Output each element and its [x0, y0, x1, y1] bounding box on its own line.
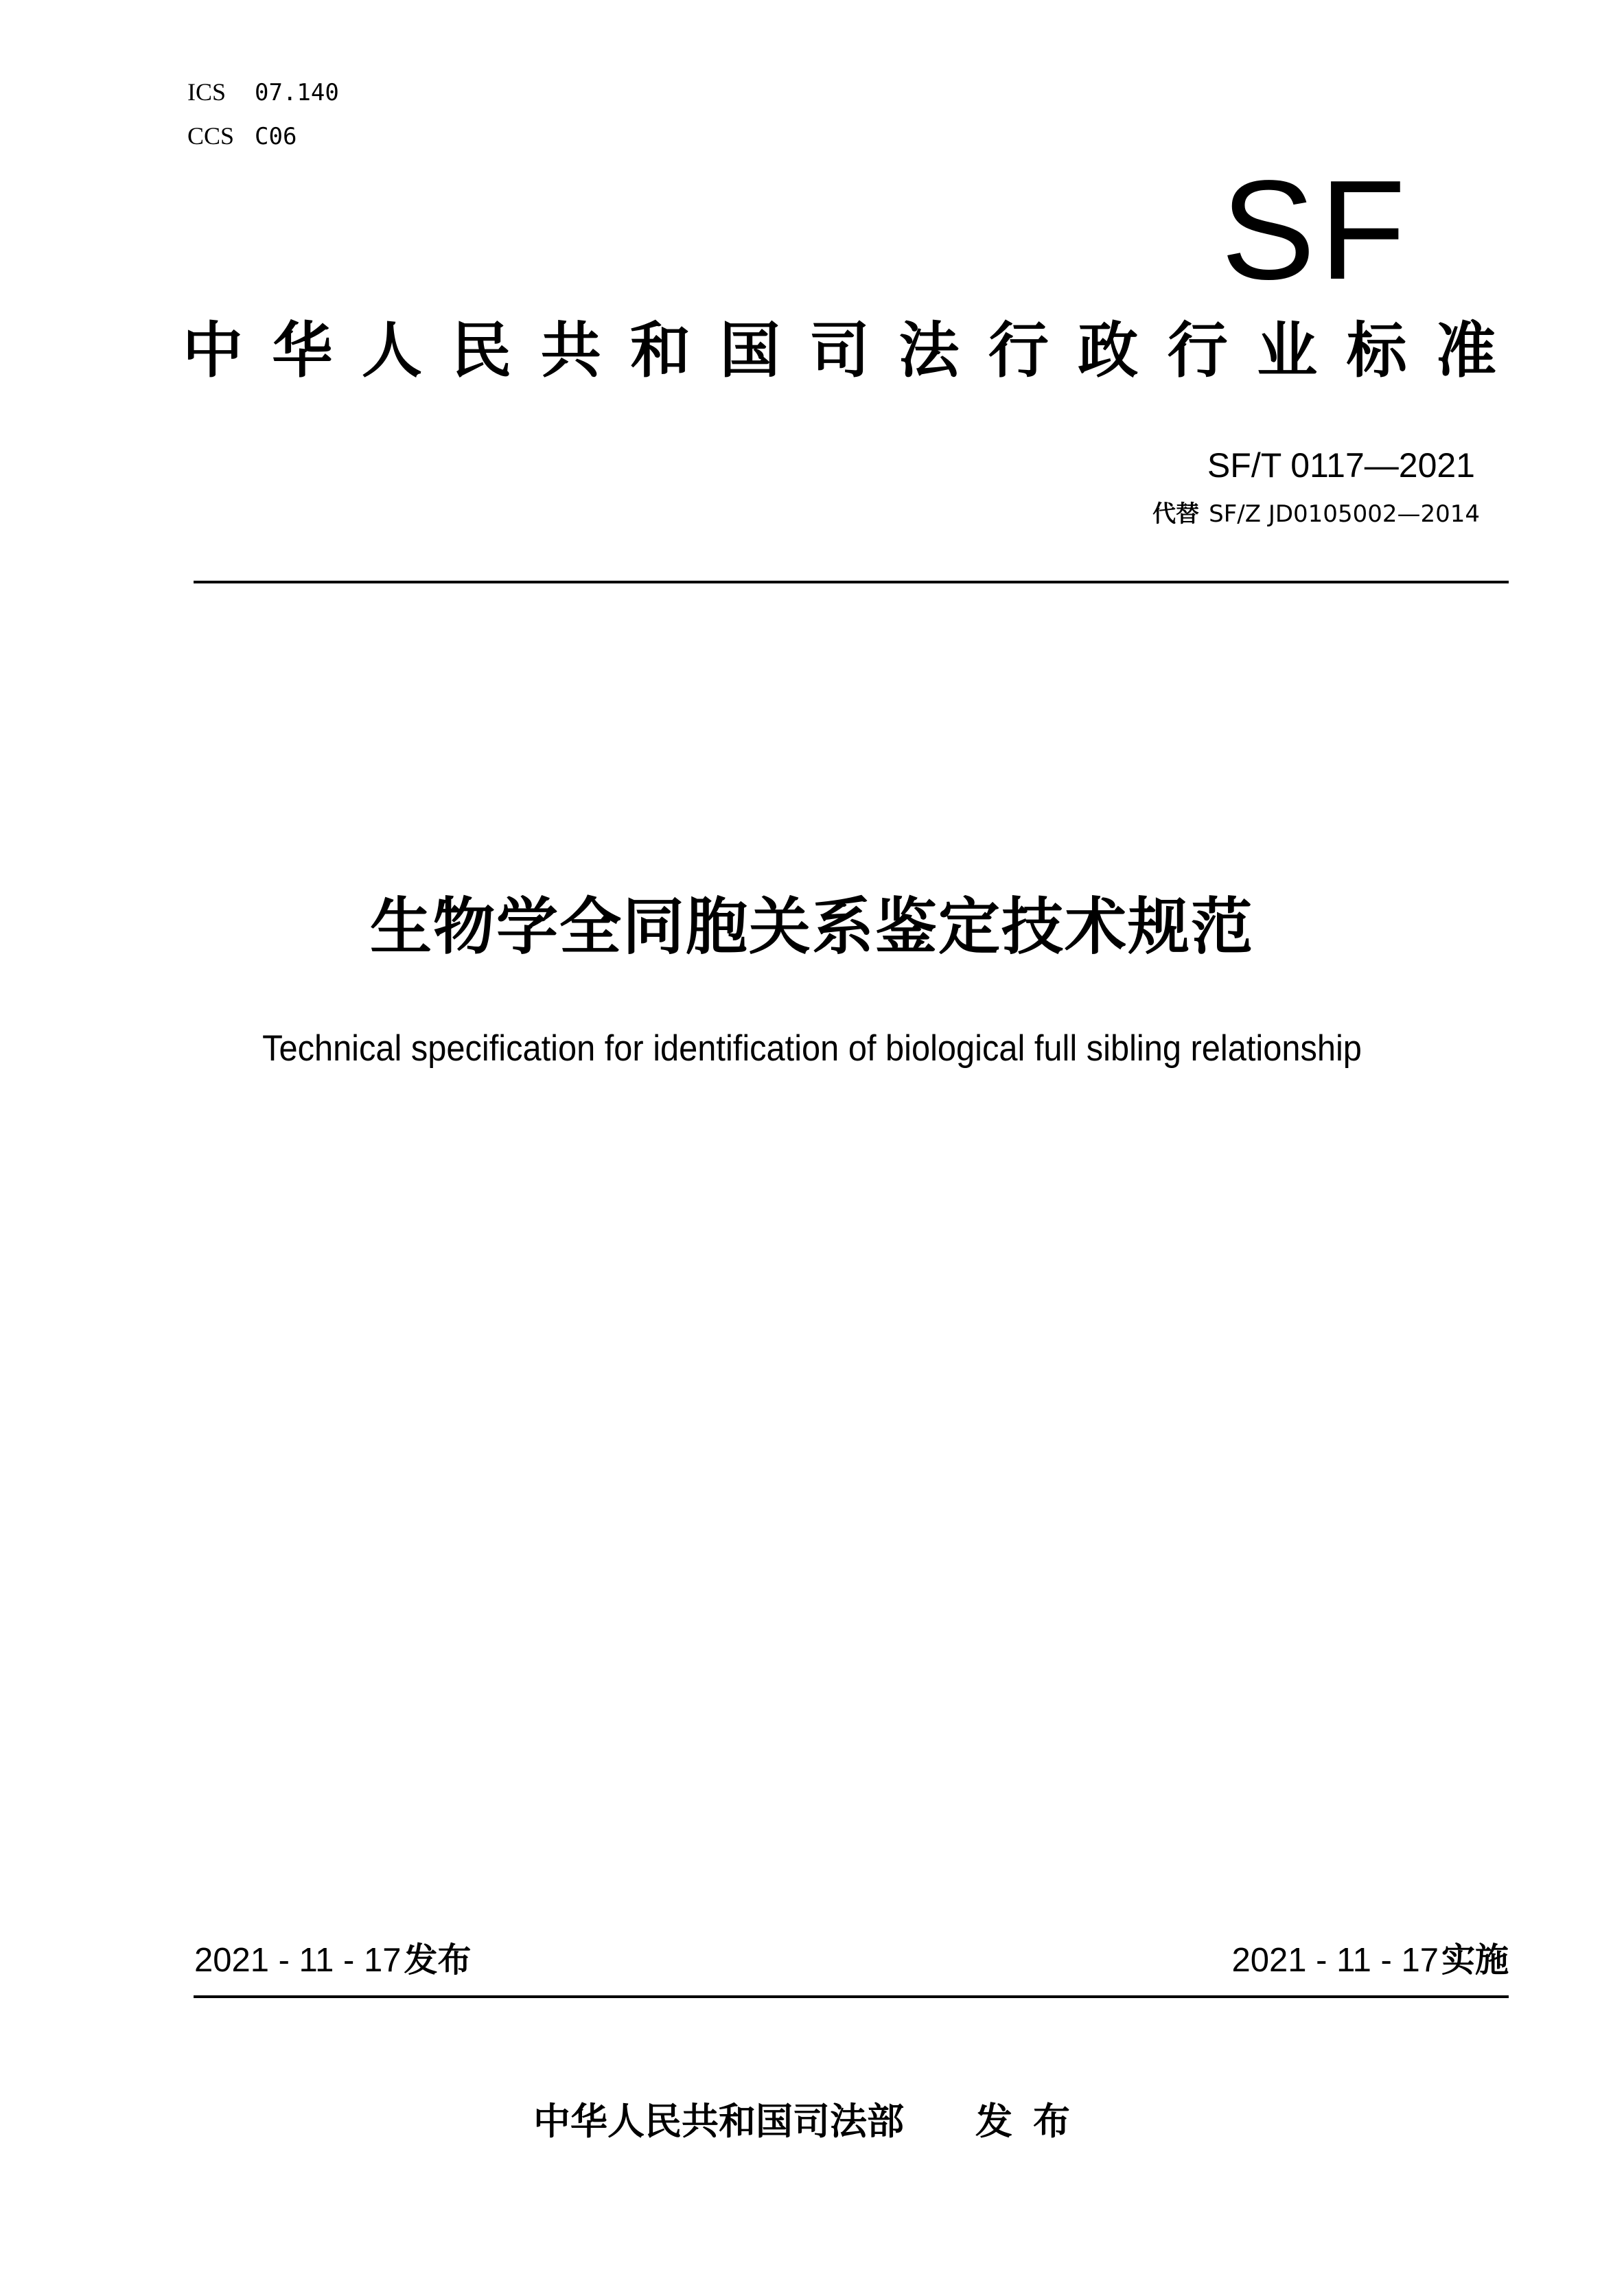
issue-date: 2021 - 11 - 17	[194, 1942, 402, 1979]
ccs-value: C06	[255, 123, 297, 150]
document-title-english: Technical specification for identification of biological full sibling relationship	[262, 1028, 1362, 1069]
issue-date-line	[194, 1940, 471, 1981]
sf-logo: SF	[1220, 151, 1410, 309]
header-divider	[194, 581, 1509, 583]
ics-value: 07.140	[255, 79, 339, 106]
standard-number: SF/T 0117—2021	[1207, 446, 1475, 485]
replaces-prefix: 代替	[1152, 500, 1200, 528]
ics-classification	[187, 77, 339, 108]
issue-label: 发布	[404, 1940, 472, 1980]
ccs-label: CCS	[187, 122, 235, 150]
industry-standard-title: 中 华 人 民 共 和 国 司 法 行 政 行 业 标 准	[183, 315, 1496, 386]
effective-label: 实施	[1441, 1940, 1509, 1980]
effective-date-line	[1232, 1940, 1509, 1981]
ccs-classification	[187, 121, 297, 152]
issuer-name: 中华人民共和国司法部	[533, 2100, 904, 2143]
effective-date: 2021 - 11 - 17	[1231, 1942, 1439, 1979]
replaces-value: SF/Z JD0105002—2014	[1209, 500, 1480, 528]
ics-label: ICS	[187, 78, 227, 106]
issuer-line	[0, 2098, 1624, 2146]
replaced-standard	[1152, 499, 1480, 529]
issuer-action: 发布	[975, 2100, 1091, 2143]
document-title-chinese: 生物学全同胞关系鉴定技术规范	[370, 891, 1254, 963]
footer-divider	[194, 1995, 1509, 1998]
